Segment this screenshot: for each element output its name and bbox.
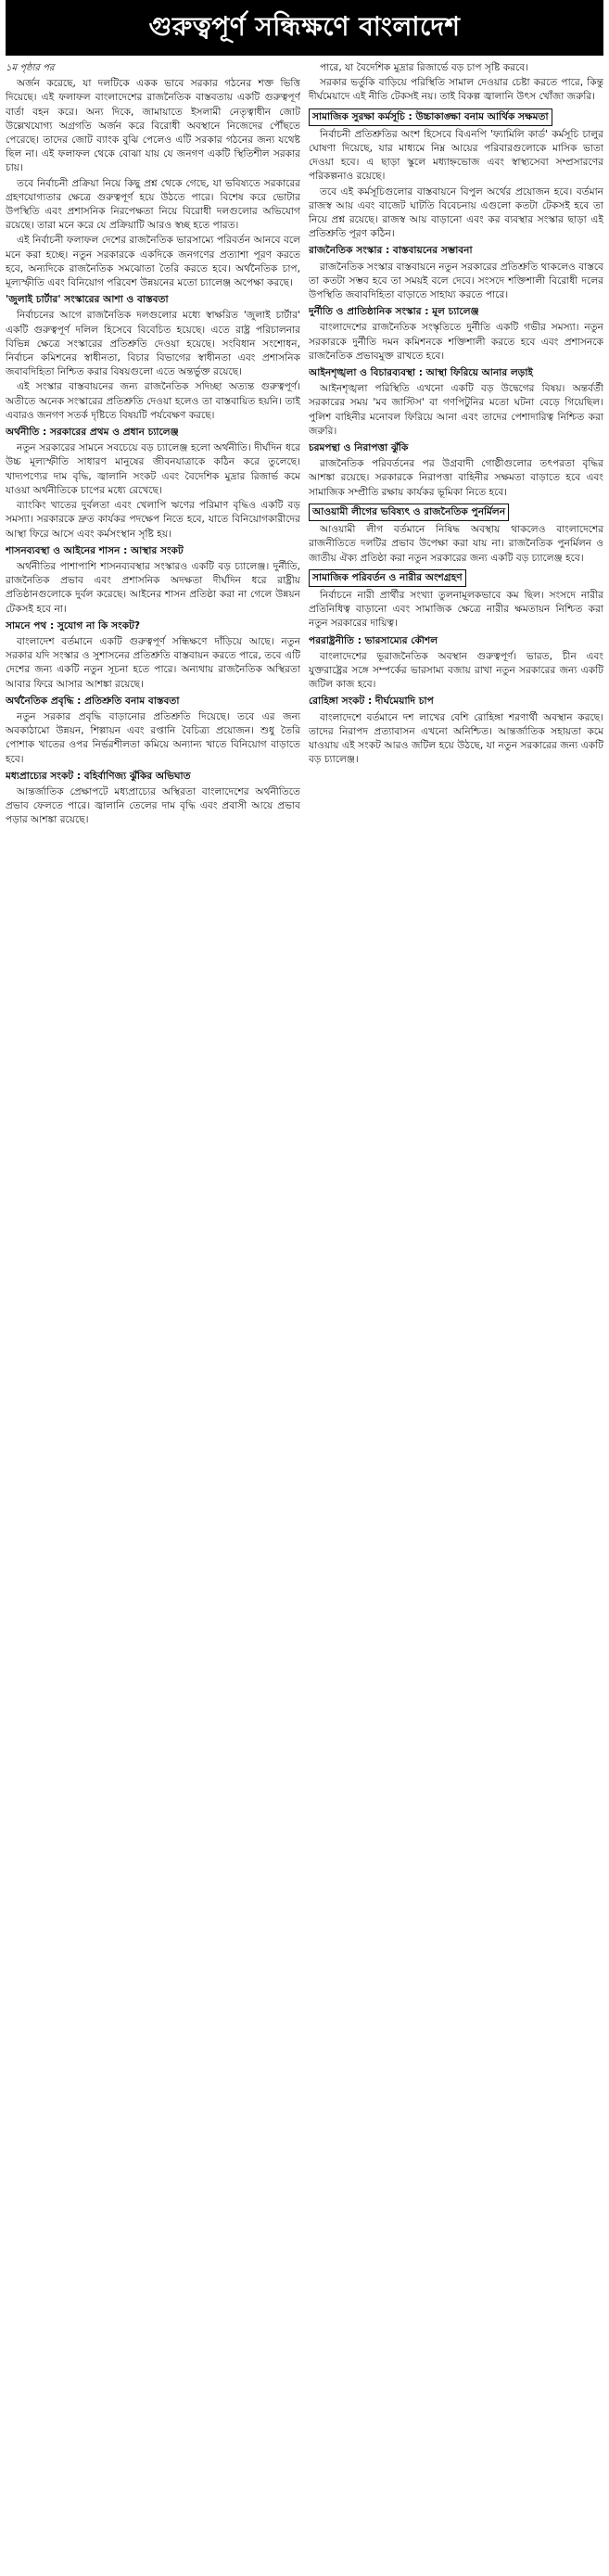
section-heading: চরমপন্থা ও নিরাপত্তা ঝুঁকি — [309, 442, 409, 454]
section-heading: দুর্নীতি ও প্রাতিষ্ঠানিক সংস্কার : মূল চ্যালেঞ্জ — [309, 306, 479, 318]
paragraph: আইনশৃঙ্খলা পরিস্থিতি এখনো একটি বড় উদ্বেগের বিষয়। অন্তর্বর্তী সরকারের সময় 'মব জাস্টিস' বা গণপিটুনির মতো ঘটনা বেড়ে গিয়েছিল। পুলিশ বাহিনীর মনোবল ফিরিয়ে আনা এবং তাদের পেশাদারিত্ব নিশ্চিত করা জরুরি। — [309, 383, 603, 437]
paragraph: তবে এই কর্মসূচিগুলোর বাস্তবায়নে বিপুল অর্থের প্রয়োজন হবে। বর্তমান রাজস্ব আয় এবং বাজেট ঘাটতি বিবেচনায় এগুলো কতটা টেকসই হবে তা নিয়ে প্রশ্ন রয়েছে। রাজস্ব আয় বাড়ানো এবং কর ব্যবস্থার সংস্কার ছাড়া এই প্রতিশ্রুতি পূরণ কঠিন। — [309, 185, 603, 240]
paragraph: নির্বাচনে নারী প্রার্থীর সংখ্যা তুলনামূলকভাবে কম ছিল। সংসদে নারীর প্রতিনিধিত্ব বাড়ানো এবং সামাজিক ক্ষেত্রে নারীর ক্ষমতায়ন নিশ্চিত করা নতুন সরকারের দায়িত্ব। — [309, 589, 603, 630]
paragraph: বাংলাদেশ বর্তমানে একটি গুরুত্বপূর্ণ সন্ধিক্ষণে দাঁড়িয়ে আছে। নতুন সরকার যদি সংস্কার ও সুশাসনের প্রতিশ্রুতি বাস্তবায়ন করতে পারে, তবে এটি দেশের জন্য একটি নতুন সূচনা হতে পারে। অন্যথায় রাজনৈতিক অস্থিরতা আবার ফিরে আসার আশঙ্কা রয়েছে। — [6, 635, 300, 690]
paragraph: নির্বাচনী প্রতিশ্রুতির অংশ হিসেবে বিএনপি 'ফ্যামিলি কার্ড' কর্মসূচি চালুর ঘোষণা দিয়েছে, যার মাধ্যমে নিম্ন আয়ের পরিবারগুলোকে মাসিক ভাতা দেওয়া হবে। এ ছাড়া স্কুলে মধ্যাহ্নভোজ এবং স্বাস্থ্যসেবা সম্প্রসারণের পরিকল্পনাও রয়েছে। — [309, 128, 603, 183]
section-heading: সামাজিক সুরক্ষা কর্মসূচি : উচ্চাকাঙ্ক্ষা বনাম আর্থিক সক্ষমতা — [309, 108, 552, 126]
headline: গুরুত্বপূর্ণ সন্ধিক্ষণে বাংলাদেশ — [6, 0, 603, 56]
continued-label: ১ম পৃষ্ঠার পর — [6, 63, 55, 73]
left-column — [6, 61, 300, 2565]
section-heading: সামনে পথ : সুযোগ না কি সংকট? — [6, 619, 141, 631]
paragraph: নতুন সরকারের সামনে সবচেয়ে বড় চ্যালেঞ্জ হলো অর্থনীতি। দীর্ঘদিন ধরে উচ্চ মূল্যস্ফীতি সাধারণ মানুষের জীবনযাত্রাকে কঠিন করে তুলেছে। খাদ্যপণ্যের দাম বৃদ্ধি, জ্বালানি সংকট এবং বৈদেশিক মুদ্রার রিজার্ভ কমে যাওয়া অর্থনীতিকে চাপের মধ্যে রেখেছে। — [6, 442, 300, 496]
paragraph: তবে নির্বাচনী প্রক্রিয়া নিয়ে কিছু প্রশ্ন থেকে গেছে, যা ভবিষ্যতে সরকারের গ্রহণযোগ্যতার ক্ষেত্রে গুরুত্বপূর্ণ হয়ে উঠতে পারে। বিশেষ করে ভোটার উপস্থিতি এবং প্রশাসনিক নিরপেক্ষতা নিয়ে বিরোধী দলগুলোর অভিযোগ রয়েছে। তারা মনে করে যে প্রক্রিয়াটি আরও স্বচ্ছ হতে পারত। — [6, 177, 300, 232]
paragraph: এই নির্বাচনী ফলাফল দেশের রাজনৈতিক ভারসাম্যে পরিবর্তন আনবে বলে মনে করা হচ্ছে। নতুন সরকারকে একদিকে জনগণের প্রত্যাশা পূরণ করতে হবে, অন্যদিকে রাজনৈতিক সমঝোতা তৈরি করতে হবে। অর্থনৈতিক চাপ, মূল্যস্ফীতি এবং বিনিয়োগ পরিবেশ উন্নয়নের মতো চ্যালেঞ্জ অপেক্ষা করছে। — [6, 235, 300, 289]
paragraph: আওয়ামী লীগ বর্তমানে নিষিদ্ধ অবস্থায় থাকলেও বাংলাদেশের রাজনীতিতে দলটির প্রভাব উপেক্ষা করা যায় না। রাজনৈতিক পুনর্মিলন ও জাতীয় ঐক্য প্রতিষ্ঠা করা নতুন সরকারের জন্য একটি বড় চ্যালেঞ্জ হবে। — [309, 524, 603, 564]
section-heading: শাসনব্যবস্থা ও আইনের শাসন : আস্থার সংকট — [6, 544, 184, 556]
section-heading: অর্থনীতি : সরকারের প্রথম ও প্রধান চ্যালেঞ্জ — [6, 427, 179, 439]
section-heading: অর্থনৈতিক প্রবৃদ্ধি : প্রতিশ্রুতি বনাম বাস্তবতা — [6, 695, 180, 707]
paragraph: সরকার ভর্তুকি বাড়িয়ে পরিস্থিতি সামাল দেওয়ার চেষ্টা করতে পারে, কিন্তু দীর্ঘমেয়াদে এই নীতি টেকসই নয়। তাই বিকল্প জ্বালানি উৎস খোঁজা জরুরি। — [309, 77, 603, 103]
section-heading: 'জুলাই চার্টার' সংস্কারের আশা ও বাস্তবতা — [6, 294, 169, 306]
paragraph: অর্জন করেছে, যা দলটিকে একক ভাবে সরকার গঠনের শক্ত ভিত্তি দিয়েছে। এই ফলাফল বাংলাদেশের রাজনৈতিক বাস্তবতায় একটি গুরুত্বপূর্ণ বার্তা বহন করে। অন্য দিকে, জামায়াতে ইসলামী নেতৃত্বাধীন জোট উল্লেখযোগ্য অগ্রগতি অর্জন করে বিরোধী অবস্থানে নিজেদের পৌঁছতে পেরেছে। তাদের জোট ব্যাংক বুঝি পেলেও এটি সরকার গঠনের জন্য যথেষ্ট ছিল না। এই ফলাফল থেকে বোঝা যায় যে জনগণ একটি স্থিতিশীল সরকার চায়। — [6, 78, 300, 174]
section-heading: সামাজিক পরিবর্তন ও নারীর অংশগ্রহণ — [309, 569, 466, 587]
paragraph: নতুন সরকার প্রবৃদ্ধি বাড়ানোর প্রতিশ্রুতি দিয়েছে। তবে এর জন্য অবকাঠামো উন্নয়ন, শিল্পায়ন এবং রপ্তানি বৈচিত্র্য প্রয়োজন। শুধু তৈরি পোশাক খাতের ওপর নির্ভরশীলতা কমিয়ে অন্যান্য খাতে বিনিয়োগ বাড়াতে হবে। — [6, 710, 300, 765]
paragraph: বাংলাদেশে বর্তমানে দশ লাখের বেশি রোহিঙ্গা শরণার্থী অবস্থান করছে। তাদের নিরাপদ প্রত্যাবাসন এখনো অনিশ্চিত। আন্তর্জাতিক সহায়তা কমে যাওয়ায় এই সংকট আরও জটিল হয়ে উঠছে, যা নতুন সরকারের জন্য একটি বড় চ্যালেঞ্জ। — [309, 711, 603, 766]
section-heading: পররাষ্ট্রনীতি : ভারসাম্যের কৌশল — [309, 634, 438, 646]
paragraph: আন্তর্জাতিক প্রেক্ষাপটে মধ্যপ্রাচ্যের অস্থিরতা বাংলাদেশের অর্থনীতিতে প্রভাব ফেলতে পারে। জ্বালানি তেলের দাম বৃদ্ধি এবং প্রবাসী আয়ে প্রভাব পড়ার আশঙ্কা রয়েছে। — [6, 785, 300, 826]
paragraph: নির্বাচনের আগে রাজনৈতিক দলগুলোর মধ্যে স্বাক্ষরিত 'জুলাই চার্টার' একটি গুরুত্বপূর্ণ দলিল হিসেবে বিবেচিত হয়েছে। এতে রাষ্ট্র পরিচালনার বিভিন্ন ক্ষেত্রে সংস্কারের প্রতিশ্রুতি দেওয়া হয়েছে। সংবিধান সংশোধন, নির্বাচন কমিশনের স্বাধীনতা, বিচার বিভাগের স্বাধীনতা এবং প্রশাসনিক জবাবদিহিতা নিশ্চিত করার বিষয়গুলো এতে অন্তর্ভুক্ত রয়েছে। — [6, 310, 300, 378]
section-heading: রাজনৈতিক সংস্কার : বাস্তবায়নের সম্ভাবনা — [309, 245, 473, 257]
paragraph: বাংলাদেশের রাজনৈতিক সংস্কৃতিতে দুর্নীতি একটি গভীর সমস্যা। নতুন সরকারকে দুর্নীতি দমন কমিশনকে শক্তিশালী করতে হবে এবং প্রশাসনকে রাজনৈতিক প্রভাবমুক্ত রাখতে হবে। — [309, 322, 603, 362]
paragraph: বাংলাদেশের ভূরাজনৈতিক অবস্থান গুরুত্বপূর্ণ। ভারত, চীন এবং যুক্তরাষ্ট্রের সঙ্গে সম্পর্কের ভারসাম্য বজায় রাখা নতুন সরকারের জন্য একটি জটিল কাজ হবে। — [309, 650, 603, 691]
section-heading: আওয়ামী লীগের ভবিষ্যৎ ও রাজনৈতিক পুনর্মিলন — [309, 504, 509, 521]
paragraph: রাজনৈতিক পরিবর্তনের পর উগ্রবাদী গোষ্ঠীগুলোর তৎপরতা বৃদ্ধির আশঙ্কা রয়েছে। সরকারকে নিরাপত্তা বাহিনীর সক্ষমতা বাড়াতে হবে এবং সামাজিক সম্প্রীতি রক্ষায় কার্যকর ভূমিকা নিতে হবে। — [309, 458, 603, 498]
paragraph: ব্যাংকিং খাতের দুর্বলতা এবং খেলাপি ঋণের পরিমাণ বৃদ্ধিও একটি বড় সমস্যা। সরকারকে দ্রুত কার্যকর পদক্ষেপ নিতে হবে, যাতে বিনিয়োগকারীদের আস্থা ফিরে আসে এবং কর্মসংস্থান সৃষ্টি হয়। — [6, 500, 300, 540]
right-column — [309, 61, 603, 2565]
columns — [6, 61, 603, 2565]
section-heading: মধ্যপ্রাচ্যের সংকট : বহির্বাণিজ্য ঝুঁকির অভিঘাত — [6, 770, 191, 782]
paragraph: অর্থনীতির পাশাপাশি শাসনব্যবস্থার সংস্কারও একটি বড় চ্যালেঞ্জ। দুর্নীতি, রাজনৈতিক প্রভাব এবং প্রশাসনিক অদক্ষতা দীর্ঘদিন ধরে রাষ্ট্রীয় প্রতিষ্ঠানগুলোকে দুর্বল করেছে। আইনের শাসন প্রতিষ্ঠা করা না গেলে উন্নয়ন টেকসই হবে না। — [6, 560, 300, 615]
section-heading: রোহিঙ্গা সংকট : দীর্ঘমেয়াদি চাপ — [309, 695, 434, 708]
section-heading: আইনশৃঙ্খলা ও বিচারব্যবস্থা : আস্থা ফিরিয়ে আনার লড়াই — [309, 367, 533, 379]
paragraph: পারে, যা বৈদেশিক মুদ্রার রিজার্ভে বড় চাপ সৃষ্টি করবে। — [320, 62, 528, 73]
paragraph: রাজনৈতিক সংস্কার বাস্তবায়নে নতুন সরকারের প্রতিশ্রুতি থাকলেও বাস্তবে তা কতটা সম্ভব হবে তা সময়ই বলে দেবে। সংসদে শক্তিশালী বিরোধী দলের উপস্থিতি জবাবদিহিতা বাড়াতে সাহায্য করতে পারে। — [309, 261, 603, 301]
paragraph: এই সংস্কার বাস্তবায়নের জন্য রাজনৈতিক সদিচ্ছা অত্যন্ত গুরুত্বপূর্ণ। অতীতে অনেক সংস্কারের প্রতিশ্রুতি দেওয়া হলেও তা বাস্তবায়িত হয়নি। তাই এবারও জনগণ সতর্ক দৃষ্টিতে বিষয়টি পর্যবেক্ষণ করছে। — [6, 381, 300, 421]
